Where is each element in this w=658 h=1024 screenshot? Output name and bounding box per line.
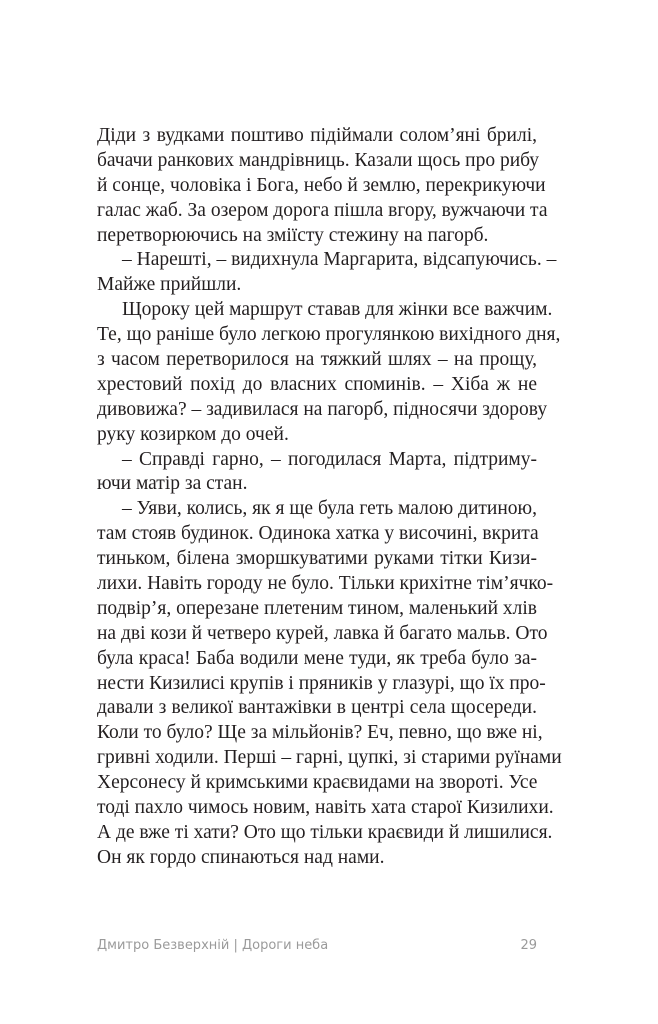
text-line: Діди з вудками поштиво підіймали солом’яні брилі, — [97, 125, 537, 146]
text-line: Майже прийшли. — [97, 274, 242, 296]
text-line: тиньком, білена зморшкуватими руками тітки Кизи- — [97, 548, 537, 570]
text-line: гривні ходили. Перші – гарні, цупкі, зі старими руїнами — [97, 747, 562, 769]
text-line: лихи. Навіть городу не було. Тільки крихітне тім’ячко- — [97, 573, 554, 595]
text-line: з часом перетворилося на тяжкий шлях – на прощу, — [97, 349, 537, 371]
text-line: хрестовий похід до власних споминів. – Хіба ж не — [97, 373, 537, 395]
text-line: бачачи ранкових мандрівниць. Казали щось про рибу — [97, 149, 540, 171]
text-line: на дві кози й четверо курей, лавка й багато мальв. Ото — [97, 622, 548, 644]
body-text — [97, 124, 562, 871]
text-line: Коли то було? Ще за мільйонів? Еч, певно, що вже ні, — [97, 722, 543, 744]
text-line: була краса! Баба водили мене туди, як треба було за- — [97, 647, 537, 669]
text-line: руку козирком до очей. — [97, 423, 289, 445]
text-line: подвір’я, оперезане плетеним тином, маленький хлів — [97, 597, 537, 619]
text-line: тоді пахло чимось новим, навіть хата старої Кизилихи. — [97, 797, 554, 819]
text-line: там стояв будинок. Одинока хатка у височині, вкрита — [97, 523, 539, 545]
text-line: галас жаб. За озером дорога пішла вгору, вужчаючи та — [97, 199, 548, 221]
text-line: – Уяви, колись, як я ще була геть малою дитиною, — [122, 498, 537, 520]
text-line: Херсонесу й кримськими краєвидами на звороті. Усе — [97, 772, 538, 794]
text-line: ючи матір за стан. — [97, 473, 248, 495]
text-line: – Нарешті, – видихнула Маргарита, відсапуючись. – — [122, 249, 557, 271]
text-line: дивовижа? – задивилася на пагорб, підносячи здорову — [97, 398, 548, 420]
text-line: перетворюючись на зміїсту стежину на пагорб. — [97, 224, 489, 246]
text-line: й сонце, чоловіка і Бога, небо й землю, перекрикуючи — [97, 174, 546, 196]
text-line: Он як гордо спинаються над нами. — [97, 846, 385, 868]
text-line: Щороку цей маршрут ставав для жінки все важчим. — [122, 299, 553, 321]
text-line: нести Кизилисі крупів і пряників у глазурі, що їх про- — [97, 672, 546, 694]
text-line: давали з великої вантажівки в центрі села щосереди. — [97, 697, 537, 719]
text-line: – Справді гарно, – погодилася Марта, підтриму- — [122, 448, 537, 470]
text-line: Те, що раніше було легкою прогулянкою вихідного дня, — [97, 324, 561, 346]
page-number: 29 — [520, 938, 537, 953]
text-line: А де вже ті хати? Ото що тільки краєвиди й лишилися. — [97, 821, 553, 843]
page-footer — [97, 938, 537, 953]
running-title: Дмитро Безверхній | Дороги неба — [97, 938, 329, 953]
